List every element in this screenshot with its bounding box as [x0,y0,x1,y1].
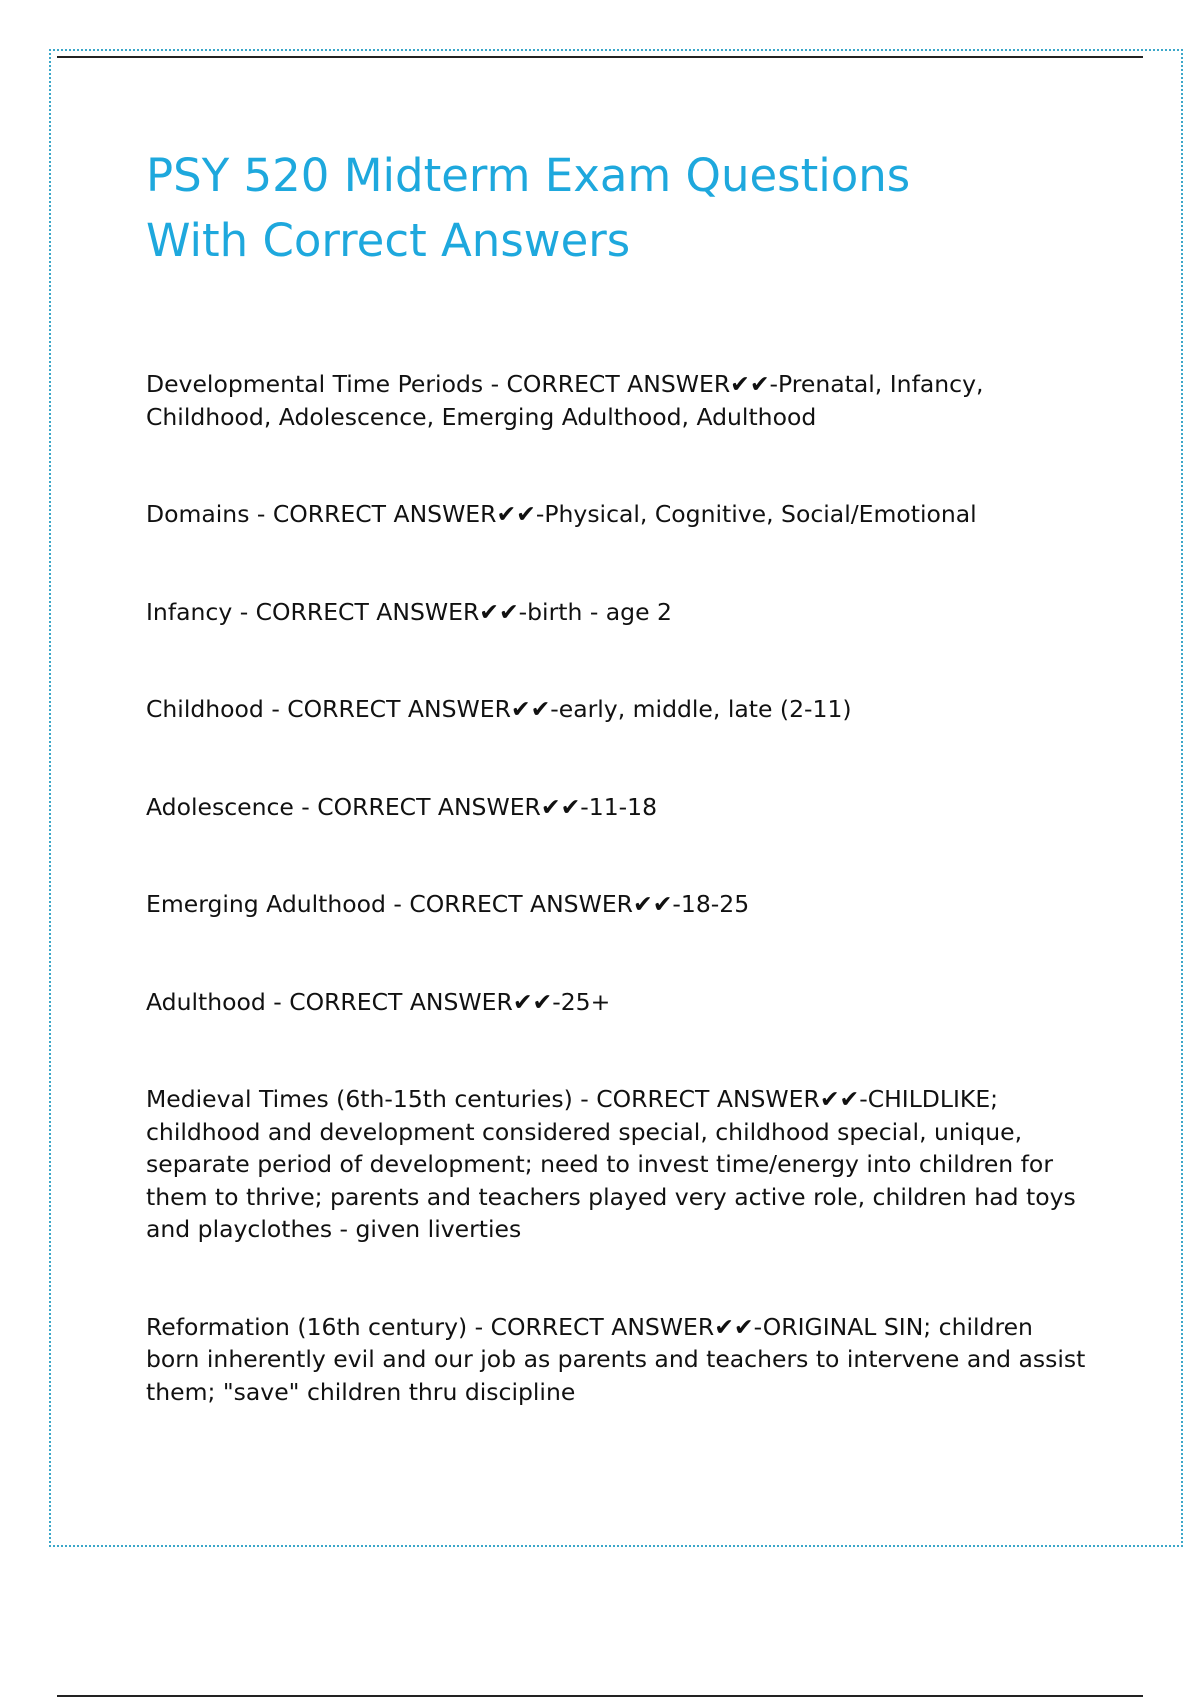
qa-item: Reformation (16th century) - CORRECT ANSWER✔✔-ORIGINAL SIN; children born inherently evil and our job as parents and teachers to intervene and assist them; "save" children thru discipline [146,1312,1086,1406]
qa-item: Infancy - CORRECT ANSWER✔✔-birth - age 2 [146,597,672,626]
qa-item: Emerging Adulthood - CORRECT ANSWER✔✔-18-25 [146,890,750,918]
qa-item: Medieval Times (6th-15th centuries) - CORRECT ANSWER✔✔-CHILDLIKE; childhood and development considered special, childhood special, unique, separate period of development; need to invest time/energy into children for them to thrive; parents and teachers played very active role, children had toys and playclothes - given liverties [146,1085,1076,1243]
title-line-2: With Correct Answers [146,214,631,267]
qa-item: Developmental Time Periods - CORRECT ANSWER✔✔-Prenatal, Infancy, Childhood, Adolescence, Emerging Adulthood, Adulthood [146,370,984,431]
qa-item: Adulthood - CORRECT ANSWER✔✔-25+ [146,987,611,1016]
page-bottom-rule [57,1695,1143,1697]
title-line-1: PSY 520 Midterm Exam Questions [146,149,911,202]
qa-item: Childhood - CORRECT ANSWER✔✔-early, middle, late (2-11) [146,695,852,723]
qa-item: Domains - CORRECT ANSWER✔✔-Physical, Cognitive, Social/Emotional [146,500,977,528]
qa-item: Adolescence - CORRECT ANSWER✔✔-11-18 [146,792,658,821]
qa-list [146,368,1086,1473]
document-title [146,143,1086,273]
